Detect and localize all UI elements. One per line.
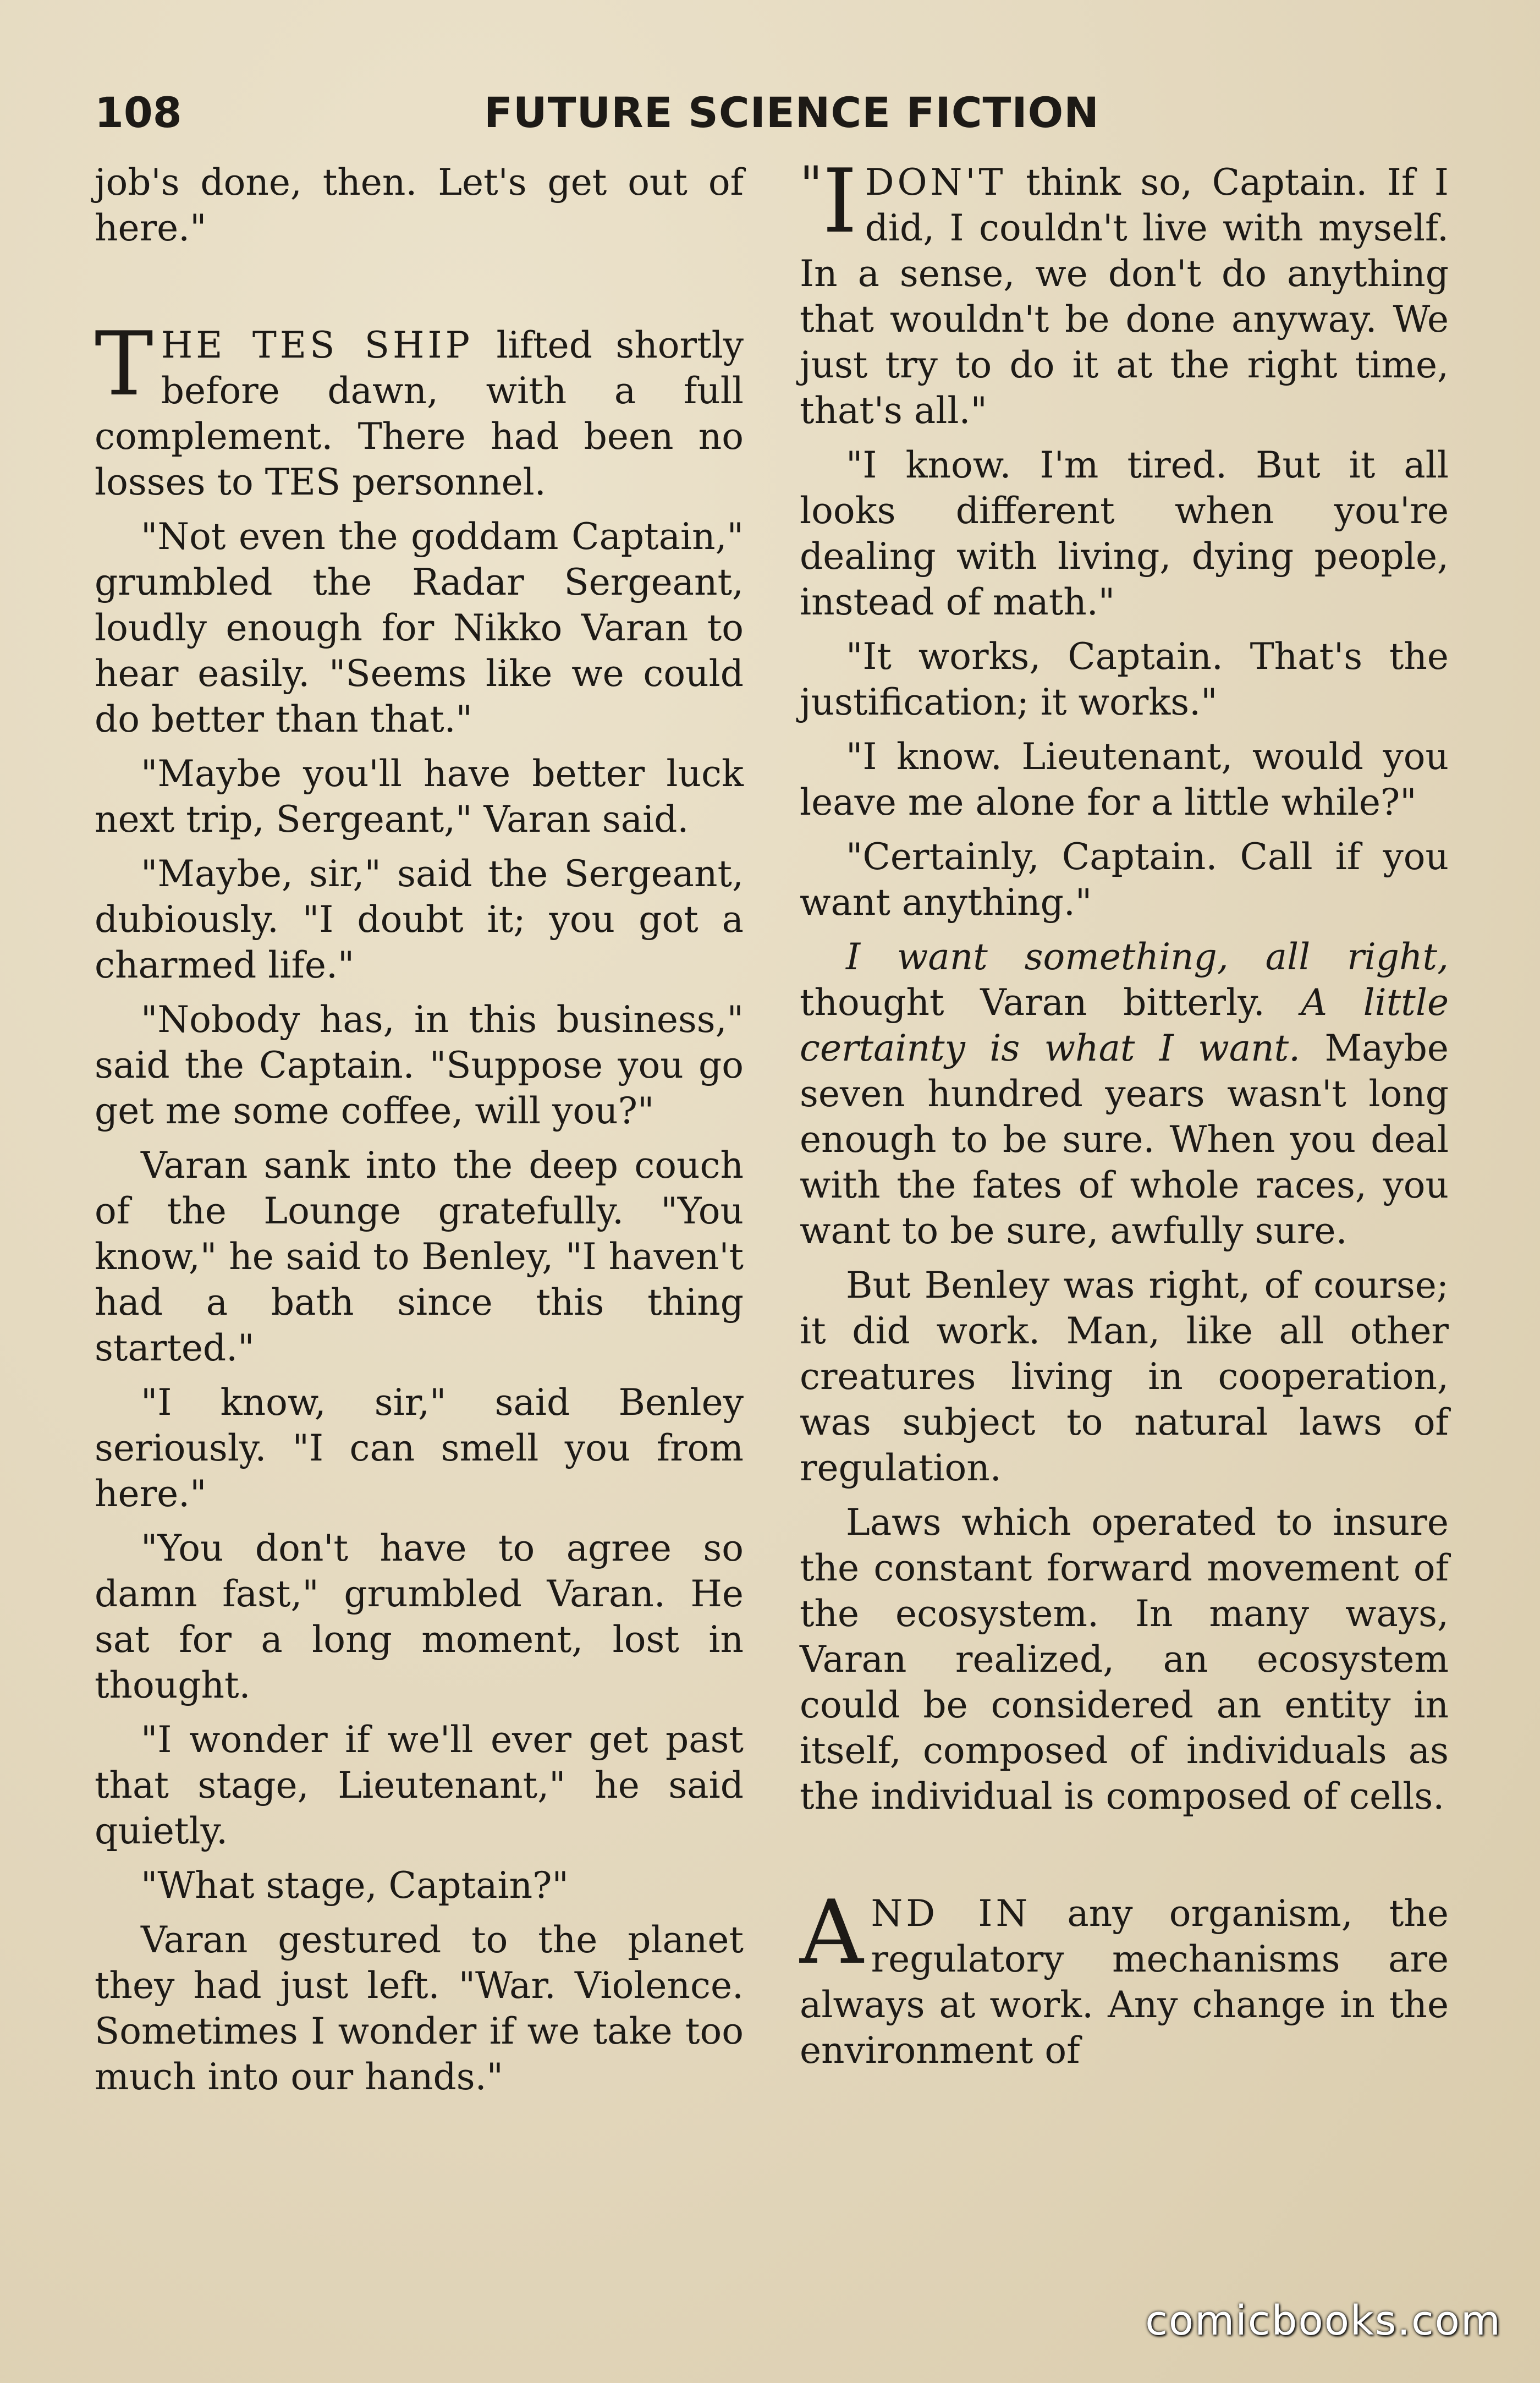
paragraph-text: Maybe seven hundred years wasn't long enough to be sure. When you deal with the fates of whole races, you want to be sure, awfully sure. (800, 1027, 1449, 1252)
drop-cap: A (800, 1881, 864, 1984)
page-number: 108 (95, 88, 182, 137)
running-title: FUTURE SCIENCE FICTION (484, 88, 1099, 137)
paragraph: Varan sank into the deep couch of the Lounge gratefully. "You know," he said to Benley, "I haven't had a bath since this thing started." (95, 1144, 744, 1369)
paragraph-text: think so, Captain. If I did, I couldn't live with myself. In a sense, we don't do anything that wouldn't be done anyway. We just try to do it at the right time, that's all." (800, 161, 1449, 432)
paragraph: "You don't have to agree so damn fast," grumbled Varan. He sat for a long moment, lost in thought. (95, 1527, 744, 1706)
paragraph: "Not even the goddam Captain," grumbled the Radar Sergeant, loudly enough for Nikko Varan to hear easily. "Seems like we could do better than that." (95, 515, 744, 740)
paragraph-with-italics (800, 934, 1449, 1254)
paragraph: Laws which operated to insure the constant forward movement of the ecosystem. In many ways, Varan realized, an ecosystem could be considered an entity in itself, composed of individuals as the individual is composed of cells. (800, 1501, 1449, 1818)
paragraph-text: thought Varan bitterly. (800, 981, 1301, 1024)
paragraph: "I know. Lieutenant, would you leave me alone for a little while?" (800, 735, 1449, 823)
paragraph: "What stage, Captain?" (141, 1864, 569, 1907)
paragraph: "Certainly, Captain. Call if you want anything." (800, 836, 1449, 924)
italic-thought: A little certainty is what I want. (800, 981, 1449, 1069)
right-column (800, 150, 1449, 2082)
drop-cap: T (95, 312, 153, 415)
paragraph-section-start (95, 312, 744, 505)
small-caps-lead: ND IN (871, 1892, 1031, 1935)
paragraph: "It works, Captain. That's the justification; it works." (800, 635, 1449, 723)
paragraph: "I know. I'm tired. But it all looks different when you're dealing with living, dying people, instead of math." (800, 444, 1449, 623)
paragraph-section-start (800, 1881, 1449, 2073)
italic-thought: I want something, all right, (846, 936, 1449, 978)
watermark: comicbooks.com (1145, 2297, 1502, 2344)
paragraph: "Maybe you'll have better luck next trip, Sergeant," Varan said. (95, 753, 744, 841)
drop-cap (800, 150, 857, 252)
paragraph-text: lifted shortly before dawn, with a full complement. There had been no losses to TES personnel. (95, 324, 744, 503)
paragraph-text: any organism, the regulatory mechanisms are always at work. Any change in the environment of (800, 1892, 1449, 2072)
small-caps-lead: DON'T (865, 161, 1007, 204)
opening-quote: " (800, 156, 823, 213)
paragraph: "I know, sir," said Benley seriously. "I can smell you from here." (95, 1381, 744, 1515)
paragraph-section-start (800, 150, 1449, 433)
paragraph: Varan gestured to the planet they had just left. "War. Violence. Sometimes I wonder if we take too much into our hands." (95, 1919, 744, 2098)
paragraph: "Maybe, sir," said the Sergeant, dubiously. "I doubt it; you got a charmed life." (95, 853, 744, 986)
paragraph: "Nobody has, in this business," said the Captain. "Suppose you go get me some coffee, will you?" (95, 998, 744, 1132)
paragraph: But Benley was right, of course; it did work. Man, like all other creatures living in cooperation, was subject to natural laws of regulation. (800, 1264, 1449, 1489)
paragraph: job's done, then. Let's get out of here." (95, 161, 744, 249)
page-header (0, 83, 1540, 143)
drop-cap-letter: I (822, 150, 857, 252)
paragraph: "I wonder if we'll ever get past that stage, Lieutenant," he said quietly. (95, 1718, 744, 1852)
small-caps-lead: HE TES SHIP (161, 324, 474, 366)
left-column (95, 160, 744, 2109)
